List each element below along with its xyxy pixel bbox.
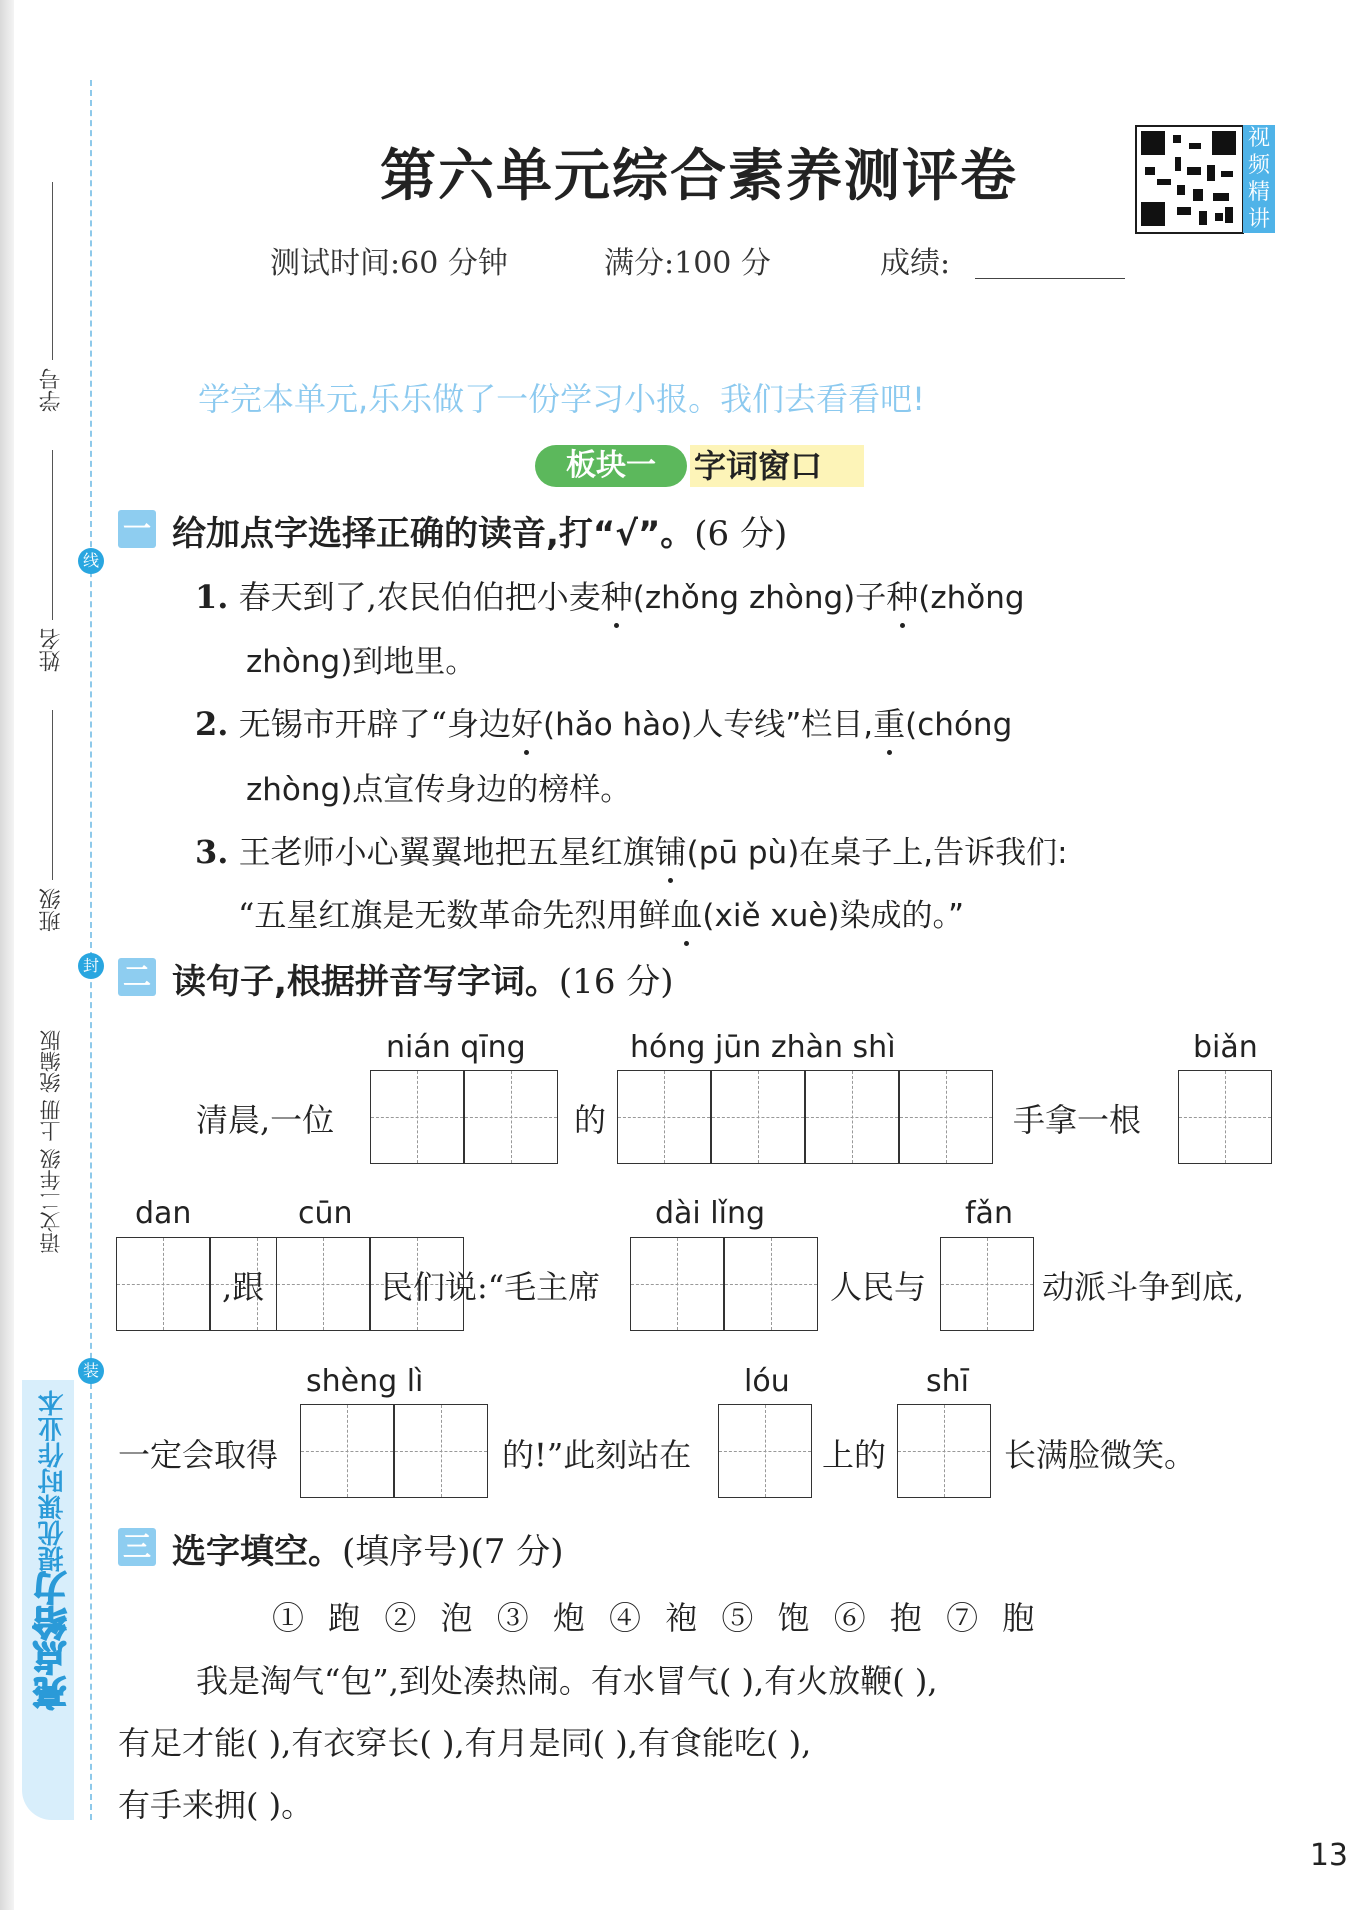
q3-line-3: 有手来拥( )。 [118,1786,314,1824]
q2-pinyin-shi: shī [926,1364,969,1399]
q2-pinyin-hongjunzhanshi: hóng jūn zhàn shì [630,1030,896,1065]
q1-item-2-line1: 2. 无锡市开辟了“身边好(hǎo hào)人专线”栏目,重(chóng [195,699,1012,745]
score-label: 成绩: [880,246,951,281]
cut-mark-seal: 封 [78,953,104,979]
q2-pinyin-lou: lóu [744,1364,790,1399]
q3-line-2: 有足才能( ),有衣穿长( ),有月是同( ),有食能吃( ), [118,1724,812,1762]
page-edge-shadow [0,0,14,1910]
q1-item-3-line1: 3. 王老师小心翼翼地把五星红旗铺(pū pù)在桌子上,告诉我们: [195,827,1068,873]
write-box[interactable] [464,1070,558,1164]
q2-pinyin-cun: cūn [298,1196,353,1231]
q2-text: 手拿一根 [1013,1101,1142,1139]
q1-item-3-line2: “五星红旗是无数革命先烈用鲜血(xiě xuè)染成的。” [238,890,964,936]
q3-heading: 选字填空。(填序号)(7 分) [172,1532,564,1572]
brand-slogan: 提优课时作业本 [38,1390,68,1572]
q2-text: 长满脸微笑。 [1004,1436,1197,1474]
qr-code[interactable] [1135,125,1244,234]
video-tag[interactable]: 视频精讲 [1243,125,1275,233]
q2-pinyin-shengli: shèng lì [306,1364,424,1399]
block-name: 字词窗口 [690,445,864,487]
full-score: 满分:100 分 [604,246,771,281]
book-info: 语文二年级 上册 统编版 [39,1030,63,1254]
block-pill: 板块一 [535,445,687,487]
q2-text: 的 [574,1101,607,1139]
page-number: 13 [1309,1838,1348,1873]
write-box[interactable] [300,1404,394,1498]
q3-badge: 三 [118,1528,156,1566]
q1-item-1-line1: 1. 春天到了,农民伯伯把小麦种(zhǒng zhòng)子种(zhǒng [195,572,1025,618]
name-label: 姓名 [39,628,64,672]
cut-line [90,80,92,1820]
q3-options: ① 跑 ② 泡 ③ 炮 ④ 袍 ⑤ 饱 ⑥ 抱 ⑦ 胞 [272,1599,1035,1637]
q2-pinyin-nianqing: nián qīng [386,1030,526,1065]
write-box[interactable] [897,1404,991,1498]
class-label: 班级 [39,888,64,932]
name-blank[interactable] [52,450,53,620]
write-box[interactable] [1178,1070,1272,1164]
page-title: 第六单元综合素养测评卷 [380,143,1018,209]
write-box[interactable] [805,1070,899,1164]
cut-mark-bind: 装 [78,1358,104,1384]
intro-text: 学完本单元,乐乐做了一份学习小报。我们去看看吧! [198,380,926,418]
q2-text: 人民与 [830,1268,927,1306]
q2-heading: 读句子,根据拼音写字词。(16 分) [172,962,674,1002]
q1-heading: 给加点字选择正确的读音,打“√”。(6 分) [172,514,788,554]
class-blank[interactable] [52,710,53,880]
write-box[interactable] [394,1404,488,1498]
test-time: 测试时间:60 分钟 [270,246,508,281]
write-box[interactable] [370,1070,464,1164]
write-box[interactable] [617,1070,711,1164]
student-no-label: 学号 [39,368,64,412]
q1-badge: 一 [118,510,156,548]
write-box[interactable] [940,1237,1034,1331]
write-box[interactable] [718,1404,812,1498]
q2-text: 动派斗争到底, [1042,1268,1245,1306]
score-blank[interactable] [975,278,1125,279]
q2-text: 民们说:“毛主席 [381,1268,601,1306]
write-box[interactable] [899,1070,993,1164]
q2-pinyin-dailing: dài lǐng [655,1196,766,1231]
write-box[interactable] [276,1237,370,1331]
student-no-blank[interactable] [52,182,53,360]
q2-pinyin-bian: biǎn [1193,1030,1258,1065]
q2-badge: 二 [118,958,156,996]
q2-text: 上的 [822,1436,887,1474]
q1-item-2-line2: zhòng)点宣传身边的榜样。 [246,772,632,808]
q2-text: 一定会取得 [118,1436,279,1474]
q2-pinyin-dan: dan [135,1196,192,1231]
q3-line-1: 我是淘气“包”,到处凑热闹。有水冒气( ),有火放鞭( ), [196,1662,938,1700]
q1-item-1-line2: zhòng)到地里。 [246,644,477,680]
q2-text: ,跟 [222,1268,265,1306]
write-box[interactable] [630,1237,724,1331]
q2-text: 清晨,一位 [196,1101,335,1139]
q2-text: 的!”此刻站在 [502,1436,692,1474]
brand-logo: 亮点给力 [33,1570,73,1710]
cut-mark-line: 线 [78,548,104,574]
write-box[interactable] [711,1070,805,1164]
write-box[interactable] [116,1237,210,1331]
write-box[interactable] [724,1237,818,1331]
q2-pinyin-fan: fǎn [965,1196,1013,1231]
